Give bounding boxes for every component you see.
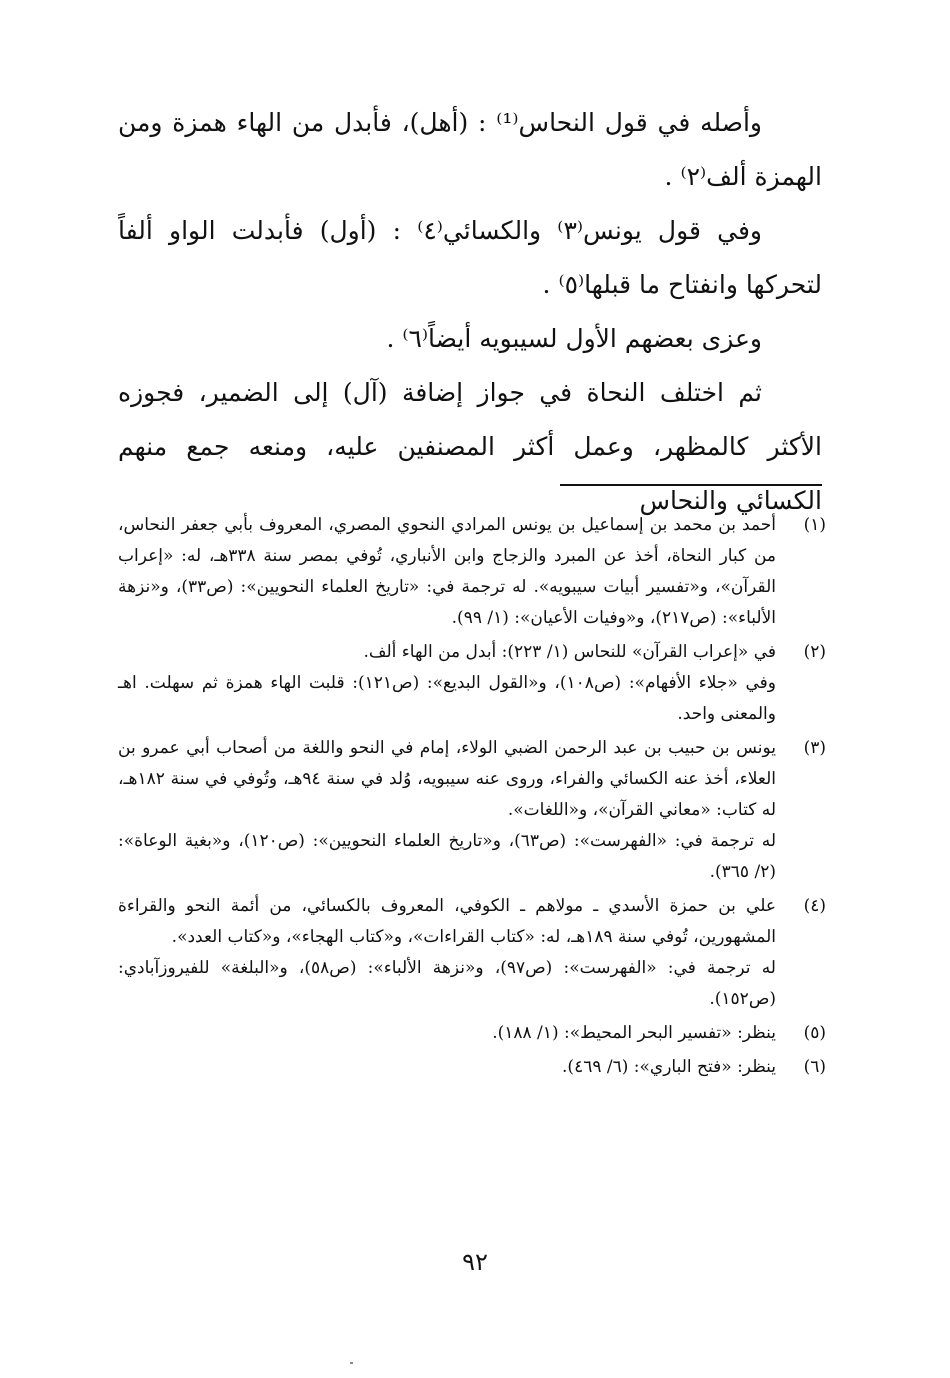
footnote-number: (٤) [803,896,826,916]
footnote-body [118,1052,776,1083]
footnote-text: ينظر: «فتح الباري»: (٦/ ٤٦٩). [562,1057,776,1077]
footnote-body [118,891,776,1015]
paragraph: وعزى بعضهم الأول لسيبويه أيضاً⁽٦⁾ . [386,324,762,353]
footnote-text: له ترجمة في: «الفهرست»: (ص٩٧)، و«نزهة الألباء»: (ص٥٨)، و«البلغة» للفيروزآبادي: (ص١٥٢). [118,958,776,1009]
footnote [118,1052,826,1083]
footnote-body [118,733,776,888]
footnote-number: (٣) [803,738,826,758]
footnote-body [118,1018,776,1049]
paragraph: وفي قول يونس⁽٣⁾ والكسائي⁽٤⁾ : (أول) فأبدلت الواو ألفاً لتحركها وانفتاح ما قبلها⁽٥⁾ . [118,216,822,299]
footnote [118,733,826,888]
footnote-number: (١) [803,515,826,535]
footnote-number: (٥) [803,1023,826,1043]
footnote-text: ينظر: «تفسير البحر المحيط»: (١/ ١٨٨). [492,1023,776,1043]
footnote-text: وفي «جلاء الأفهام»: (ص١٠٨)، و«القول البديع»: (ص١٢١): قلبت الهاء همزة ثم سهلت. اهـ والمعنى واحد. [118,673,776,724]
paragraph: وأصله في قول النحاس⁽¹⁾ : (أهل)، فأبدل من الهاء همزة ومن الهمزة ألف⁽٢⁾ . [118,108,822,191]
footnote-number: (٦) [803,1057,826,1077]
footnote-text: علي بن حمزة الأسدي ـ مولاهم ـ الكوفي، المعروف بالكسائي، من أئمة النحو والقراءة المشهورين، تُوفي سنة ١٨٩هـ، له: «كتاب القراءات»، و«كتاب الهجاء»، و«كتاب العدد». [118,896,776,947]
page-number: ٩٢ [462,1248,488,1276]
footnotes [118,510,826,1083]
footnote-text: أحمد بن محمد بن إسماعيل بن يونس المرادي النحوي المصري، المعروف بأبي جعفر النحاس، من كبار النحاة، أخذ عن المبرد والزجاج وابن الأنباري، تُوفي بمصر سنة ٣٣٨هـ، له: «إعراب القرآن»، و«تفسير أبيات سيبويه». له ترجمة في: «تاريخ العلماء النحويين»: (ص٣٣)، و«نزهة الألباء»: (ص٢١٧)، و«وفيات الأعيان»: (١/ ٩٩). [118,515,776,628]
paragraph: ثم اختلف النحاة في جواز إضافة (آل) إلى الضمير، فجوزه الأكثر كالمظهر، وعمل أكثر المصنفين عليه، ومنعه جمع منهم الكسائي والنحاس [118,378,822,515]
footnote-text: له ترجمة في: «الفهرست»: (ص٦٣)، و«تاريخ العلماء النحويين»: (ص١٢٠)، و«بغية الوعاة»: (٢/ ٣٦٥). [118,831,776,882]
footnote [118,891,826,1015]
scan-speck [350,1362,353,1364]
footnote [118,510,826,634]
footnote-body [118,510,776,634]
main-text [118,96,822,528]
footnote-body [118,637,776,730]
footnote-text: في «إعراب القرآن» للنحاس (١/ ٢٢٣): أبدل من الهاء ألف. [363,642,776,662]
footnote-text: يونس بن حبيب بن عبد الرحمن الضبي الولاء، إمام في النحو واللغة من أصحاب أبي عمرو بن العلاء، أخذ عنه الكسائي والفراء، وروى عنه سيبويه، وُلد في سنة ٩٤هـ، وتُوفي في سنة ١٨٢هـ، له كتاب: «معاني القرآن»، و«اللغات». [118,738,776,820]
footnote [118,637,826,730]
footnote-number: (٢) [803,642,826,662]
footnote [118,1018,826,1049]
footnote-divider [560,484,822,486]
